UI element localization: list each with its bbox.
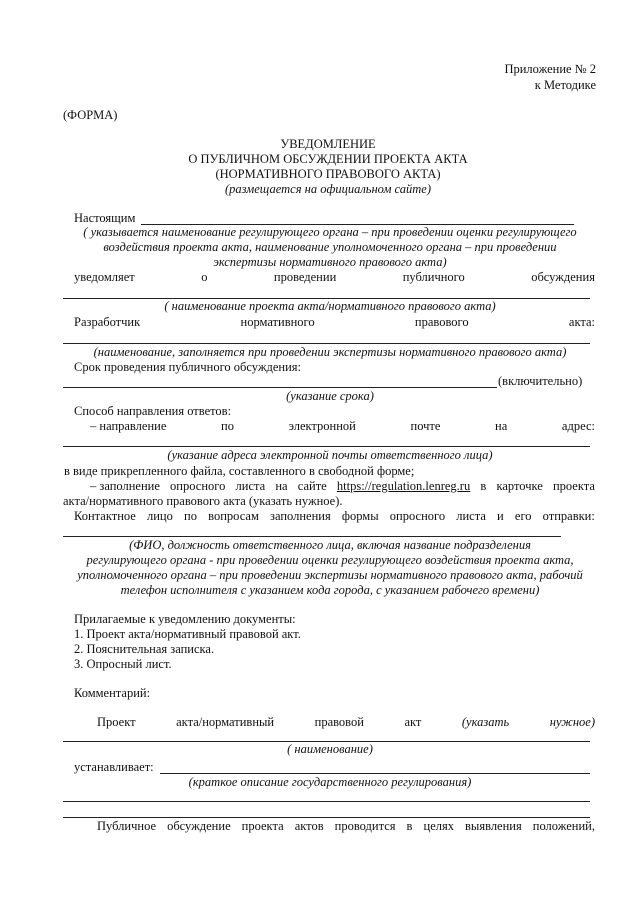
contact-hint-2: регулирующего органа - при проведении оценки регулирующего воздействия проекта акта, — [86, 553, 574, 567]
developer-hint: (наименование, заполняется при проведении экспертизы нормативного правового акта) — [93, 345, 567, 359]
word: проекта — [552, 479, 595, 493]
word: обсуждение — [167, 819, 231, 833]
contact-hint-1: (ФИО, должность ответственного лица, включая название подразделения — [129, 538, 531, 552]
establishes-fill-line — [160, 773, 590, 774]
word: правового — [414, 315, 469, 329]
site-line — [90, 479, 595, 494]
word: Разработчик — [74, 315, 141, 329]
attachment-item: 2. Пояснительная записка. — [74, 642, 215, 656]
act-name-hint: ( наименование проекта акта/нормативного правового акта) — [164, 299, 496, 313]
word: о — [201, 270, 208, 284]
contact-fill-line — [63, 536, 561, 537]
notifier-hint-2: воздействия проекта акта, наименование уполномоченного органа – при проведении — [103, 240, 557, 254]
word: акта: — [568, 315, 595, 329]
email-fill-line — [63, 446, 590, 447]
notifier-hint-3: экспертизы нормативного правового акта) — [213, 255, 447, 269]
word: акт — [404, 715, 422, 729]
word: его — [514, 509, 532, 523]
word: карточке — [496, 479, 543, 493]
title-line-2: О ПУБЛИЧНОМ ОБСУЖДЕНИИ ПРОЕКТА АКТА — [188, 152, 468, 166]
blank-line — [63, 817, 590, 818]
word: опросного — [170, 479, 226, 493]
word: почте — [410, 419, 441, 433]
word: отправки: — [542, 509, 595, 523]
term-suffix: (включительно) — [498, 374, 583, 388]
word: проведении — [273, 270, 337, 284]
word: вопросам — [208, 509, 259, 523]
word: заполнения — [270, 509, 331, 523]
word: и — [497, 509, 504, 523]
establishes-label: устанавливает: — [74, 760, 154, 774]
word: электронной — [288, 419, 356, 433]
word: акта/нормативный — [176, 715, 275, 729]
word: Публичное — [97, 819, 157, 833]
word: сайте — [297, 479, 327, 493]
word: выявления — [465, 819, 522, 833]
notifier-label: Настоящим — [74, 211, 136, 225]
site-line-2: акта/нормативного правового акта (указать нужное). — [63, 494, 343, 508]
email-line — [90, 419, 595, 434]
word: уведомляет — [74, 270, 135, 284]
word: в — [406, 819, 413, 833]
word: целях — [423, 819, 454, 833]
word: актов — [294, 819, 324, 833]
appendix-number: Приложение № 2 — [504, 62, 596, 76]
title-subtitle: (размещается на официальном сайте) — [224, 182, 432, 196]
developer-line — [74, 315, 595, 330]
word: Проект — [97, 715, 136, 729]
establishes-hint: (краткое описание государственного регулирования) — [188, 775, 472, 789]
word: опросного — [389, 509, 446, 523]
final-line — [97, 819, 595, 834]
word: правовой — [314, 715, 364, 729]
email-hint: (указание адреса электронной почты ответственного лица) — [167, 448, 493, 462]
term-hint: (указание срока) — [286, 389, 374, 403]
project-line — [97, 715, 595, 730]
term-fill-line — [63, 387, 497, 388]
blank-line — [63, 801, 590, 802]
word: проекта — [241, 819, 284, 833]
word: листа — [235, 479, 266, 493]
term-label: Срок проведения публичного обсуждения: — [74, 360, 301, 374]
attachment-item: 3. Опросный лист. — [74, 657, 172, 671]
word: Контактное — [74, 509, 136, 523]
contact-hint-4: телефон исполнителя с указанием кода города, с указанием рабочего времени) — [120, 583, 540, 597]
word: по — [221, 419, 234, 433]
word: нормативного — [240, 315, 315, 329]
word: нужное) — [549, 715, 595, 729]
word: положений, — [532, 819, 595, 833]
attachments-label: Прилагаемые к уведомлению документы: — [74, 612, 296, 626]
word: по — [184, 509, 197, 523]
word: на — [275, 479, 288, 493]
word: в — [480, 479, 487, 493]
method-label: Способ направления ответов: — [74, 404, 232, 418]
comment-label: Комментарий: — [74, 686, 151, 700]
developer-fill-line — [63, 343, 590, 344]
word: – заполнение — [90, 479, 160, 493]
contact-line — [74, 509, 595, 524]
word: обсуждения — [531, 270, 595, 284]
title-line-1: УВЕДОМЛЕНИЕ — [280, 137, 376, 151]
regulation-site-link[interactable]: https://regulation.lenreg.ru — [336, 479, 471, 493]
word: проводится — [334, 819, 396, 833]
project-hint: ( наименование) — [287, 742, 373, 756]
word: на — [495, 419, 508, 433]
notifies-line — [74, 270, 595, 285]
word: формы — [341, 509, 379, 523]
word: адрес: — [561, 419, 595, 433]
word: (указать — [461, 715, 510, 729]
form-label: (ФОРМА) — [63, 108, 118, 122]
attachment-item: 1. Проект акта/нормативный правовой акт. — [74, 627, 301, 641]
appendix-methodology: к Методике — [534, 78, 596, 92]
attachment-text: в виде прикрепленного файла, составленного в свободной форме; — [64, 464, 415, 478]
word: – направление — [90, 419, 167, 433]
title-line-3: (НОРМАТИВНОГО ПРАВОВОГО АКТА) — [215, 167, 441, 181]
word: листа — [456, 509, 486, 523]
contact-hint-3: уполномоченного органа – при проведении экспертизы нормативного правового акта, рабочий — [77, 568, 583, 582]
notifier-hint-1: ( указывается наименование регулирующего органа – при проведении оценки регулирующего — [83, 225, 577, 239]
word: публичного — [402, 270, 465, 284]
word: лицо — [147, 509, 173, 523]
